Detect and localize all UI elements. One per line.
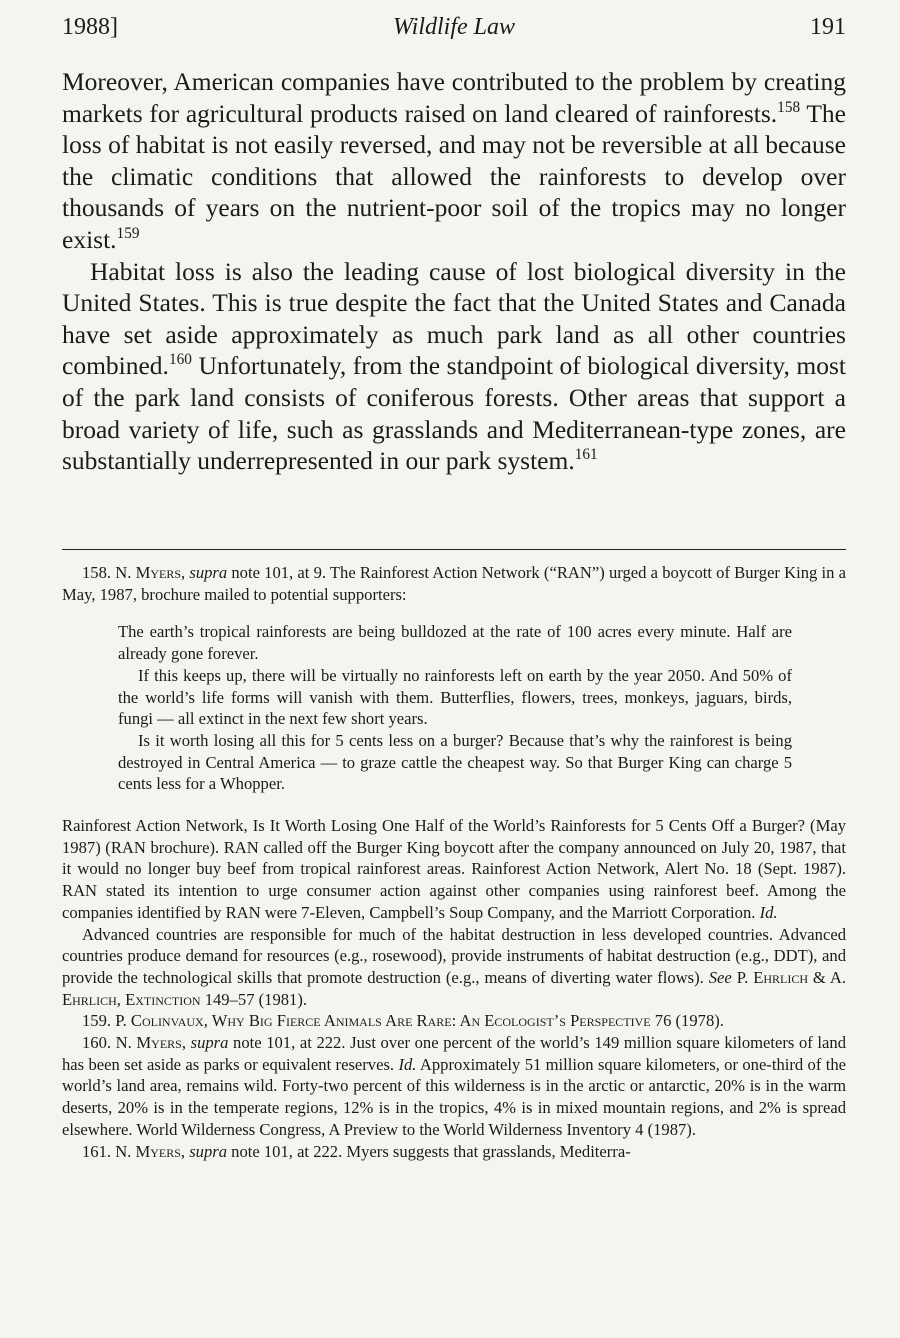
body-paragraph: Moreover, American companies have contributed to the problem by creating markets for agricultural products raised on land cleared of rainforests.$^{158}$ The loss of habitat is not easily reversed, and may not be reversible at all because the climatic conditions that allowed the rainforests to develop over thousands of years on the nutrient-poor soil of the tropics may no longer exist.$^{159}$ [62, 67, 847, 254]
footnote-158: 158. N. Myers, supra note 101, at 9. The Rainforest Action Network (“RAN”) urged a boycott of Burger King in a May, 1987, brochure mailed to potential supporters: [62, 563, 847, 604]
page-number: 191 [810, 14, 846, 40]
footnote-divider [62, 549, 846, 550]
header-year: 1988] [62, 14, 118, 40]
running-header [62, 14, 846, 44]
footnote-160: 160. N. Myers, supra note 101, at 222. Just over one percent of the world’s 149 million square kilometers of land has been set aside as parks or equivalent reserves. Id. Approximately 51 million square kilometers, or one-third of the world’s land area, remains wild. Forty-two percent of this wilderness is in the arctic or antarctic, 20% is in the warm deserts, 20% is in the temperate regions, 12% is in the tropics, 4% is in mixed mountain regions, and 2% is spread elsewhere. World Wilderness Congress, A Preview to the World Wilderness Inventory 4 (1987). [62, 1033, 847, 1139]
block-quote [62, 621, 846, 795]
footnotes [62, 562, 846, 1162]
body-text [62, 66, 846, 477]
quote-paragraph: Is it worth losing all this for 5 cents less on a burger? Because that’s why the rainforest is being destroyed in Central America — to graze cattle the cheapest way. So that Burger King can charge 5 cents less for a Whopper. [118, 730, 792, 794]
quote-paragraph: The earth’s tropical rainforests are being bulldozed at the rate of 100 acres every minute. Half are already gone forever. [118, 622, 792, 664]
footnote-ref[interactable]: 158 [777, 98, 801, 116]
footnote-ref[interactable]: 159 [116, 225, 140, 243]
footnote-158-continued: Rainforest Action Network, Is It Worth Losing One Half of the World’s Rainforests for 5 Cents Off a Burger? (May 1987) (RAN brochure). RAN called off the Burger King boycott after the company announced on July 20, 1987, that it would no longer buy beef from tropical rainforest areas. Rainforest Action Network, Alert No. 18 (Sept. 1987). RAN stated its intention to urge consumer action against other companies using rainforest beef. Among the companies identified by RAN were 7-Eleven, Campbell’s Soup Company, and the Marriott Corporation. Id. [62, 816, 846, 922]
header-title: Wildlife Law [392, 14, 515, 40]
footnote-161: 161. N. Myers, supra note 101, at 222. Myers suggests that grasslands, Mediterra- [82, 1141, 631, 1161]
footnote-158-paragraph: Advanced countries are responsible for much of the habitat destruction in less developed countries. Advanced countries produce demand for resources (e.g., rosewood), provide instruments of habitat destruction (e.g., DDT), and provide the technological skills that promote destruction (e.g., means of diverting water flows). See P. Ehrlich & A. Ehrlich, Extinction 149–57 (1981). [62, 924, 847, 1009]
footnote-ref[interactable]: 161 [574, 446, 598, 464]
quote-paragraph: If this keeps up, there will be virtually no rainforests left on earth by the year 2050. And 50% of the world’s life forms will vanish with them. Butterflies, flowers, trees, monkeys, jaguars, birds, fungi — all extinct in the next few short years. [118, 665, 792, 729]
body-paragraph: Habitat loss is also the leading cause of lost biological diversity in the United States. This is true despite the fact that the United States and Canada have set aside approximately as much park land as all other countries combined.$^{160}$ Unfortunately, from the standpoint of biological diversity, most of the park land consists of coniferous forests. Other areas that support a broad variety of life, such as grasslands and Mediterranean-type zones, are substantially underrepresented in our park system.$^{161}$ [62, 256, 846, 476]
footnote-159: 159. P. Colinvaux, Why Big Fierce Animals Are Rare: An Ecologist’s Perspective 76 (1978). [82, 1011, 724, 1031]
footnote-ref[interactable]: 160 [168, 351, 192, 369]
